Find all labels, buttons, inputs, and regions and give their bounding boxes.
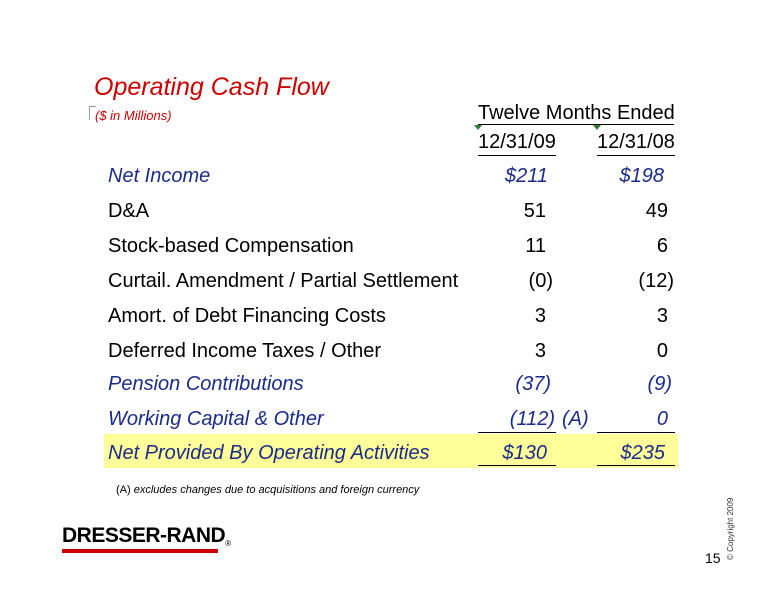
period-header: Twelve Months Ended — [478, 102, 675, 124]
row-value-2008: (12) — [638, 270, 674, 292]
row-label-amort-debt: Amort. of Debt Financing Costs — [108, 305, 386, 327]
row-value-2008: 3 — [656, 305, 668, 327]
row-value-2008: 6 — [656, 235, 668, 257]
row-value-2009: $130 — [502, 442, 547, 464]
green-tick-marker — [474, 125, 482, 130]
row-note-marker: (A) — [562, 408, 589, 430]
row-value-2009: 51 — [523, 200, 546, 222]
row-value-2009: 3 — [534, 305, 546, 327]
subtotal-underline — [597, 432, 675, 433]
slide-title: Operating Cash Flow — [94, 73, 329, 101]
row-value-2008: 0 — [656, 340, 668, 362]
row-value-2009: (37) — [515, 373, 551, 395]
footnote-text: excludes changes due to acquisitions and foreign currency — [133, 484, 420, 496]
row-label-working-capital: Working Capital & Other — [108, 408, 324, 430]
row-value-2009: (112) — [509, 408, 555, 430]
row-label-pension: Pension Contributions — [108, 373, 304, 395]
logo-red-bar — [62, 549, 218, 553]
row-value-2008: (9) — [647, 373, 672, 395]
row-label-curtail-amendment: Curtail. Amendment / Partial Settlement — [108, 270, 459, 292]
column-header-underline — [597, 155, 675, 156]
row-value-2008: $235 — [620, 442, 665, 464]
subtotal-underline — [478, 432, 556, 433]
subtitle-bracket — [89, 106, 90, 120]
row-label-deferred-taxes: Deferred Income Taxes / Other — [108, 340, 382, 362]
row-label-net-provided: Net Provided By Operating Activities — [108, 442, 430, 464]
registered-mark: ® — [225, 539, 232, 548]
row-label-stock-comp: Stock-based Compensation — [108, 235, 354, 257]
green-tick-marker — [593, 125, 601, 130]
row-value-2009: 11 — [525, 235, 546, 257]
row-value-2008: 0 — [656, 408, 668, 430]
row-value-2009: (0) — [528, 270, 553, 292]
copyright-notice: © Copyright 2009 — [726, 497, 735, 560]
row-value-2009: $211 — [504, 165, 548, 187]
units-subtitle: ($ in Millions) — [95, 108, 172, 123]
footnote-marker: (A) — [116, 484, 131, 496]
column-header-2009: 12/31/09 — [478, 131, 556, 153]
row-value-2008: 49 — [645, 200, 668, 222]
period-header-underline — [478, 124, 674, 125]
total-underline — [478, 465, 556, 466]
row-label-net-income: Net Income — [108, 165, 211, 187]
row-value-2009: 3 — [534, 340, 546, 362]
column-header-2008: 12/31/08 — [597, 131, 675, 153]
row-label-da: D&A — [108, 200, 150, 222]
column-header-underline — [478, 155, 556, 156]
row-value-2008: $198 — [619, 165, 664, 187]
logo-wordmark: DRESSER-RAND — [62, 524, 226, 547]
company-logo — [62, 524, 231, 553]
page-number: 15 — [705, 550, 721, 566]
total-underline — [597, 465, 675, 466]
footnote — [116, 484, 419, 496]
subtitle-bracket-top — [89, 106, 96, 107]
